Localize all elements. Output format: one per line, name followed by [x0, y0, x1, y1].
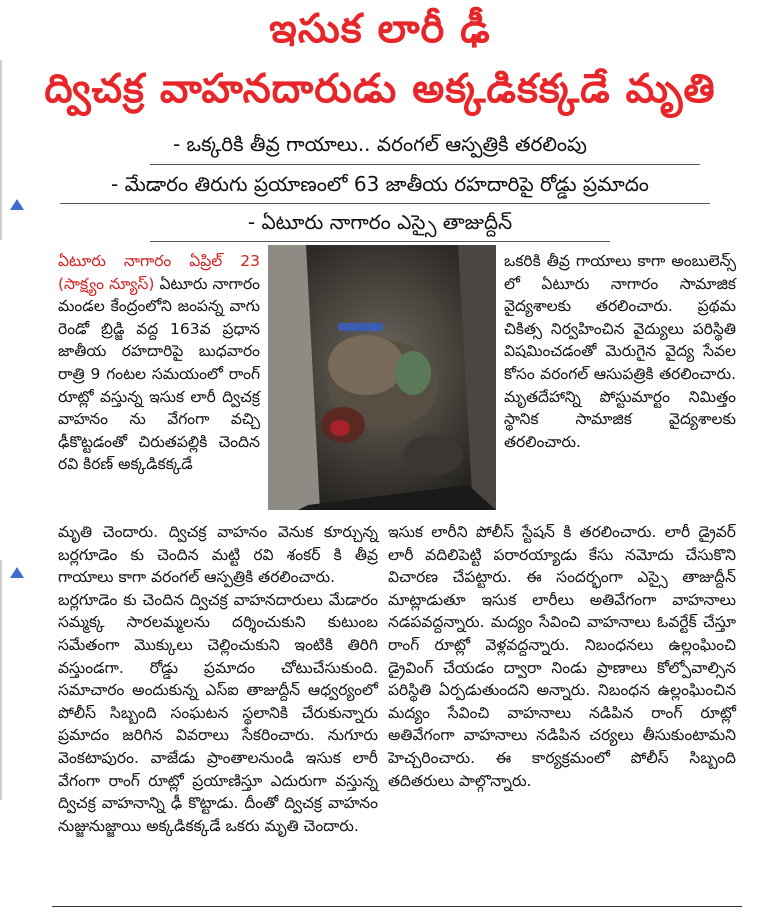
dateline: ఏటూరు నాగారం ఏప్రిల్ 23 (సాక్ష్యం న్యూస్) — [58, 252, 260, 293]
subheadline-2: - మేడారం తిరుగు ప్రయాణంలో 63 జాతీయ రహదారిపై రోడ్డు ప్రమాదం — [111, 172, 649, 196]
accident-scene-photo — [268, 245, 496, 510]
bottom-divider — [52, 906, 742, 907]
divider — [150, 241, 610, 242]
divider — [150, 164, 700, 165]
headline-line-2: ద్విచక్ర వాహనదారుడు అక్కడికక్కడే మృతి — [44, 66, 716, 112]
left-margin-bar — [0, 560, 2, 800]
margin-arrow-icon — [10, 567, 24, 578]
article-column-4 — [388, 521, 736, 792]
article-column-3 — [58, 521, 378, 837]
subheadline-1: - ఒక్కరికి తీవ్ర గాయాలు.. వరంగల్ ఆస్పత్రికి తరలింపు — [172, 132, 588, 156]
article-text: ఇసుక లారీని పోలీస్ స్టేషన్ కి తరలించారు. లారీ డ్రైవర్ లారీ వదిలిపెట్టి పరారయ్యాడు కేసు నమోదు చేసుకొని విచారణ చేపట్టారు. ఈ సందర్భంగా ఎస్సై తాజుద్దీన్ మాట్లాడుతూ ఇసుక లారీలు అతివేగంగా వాహనాలు నడపవద్దన్నారు. మద్యం సేవించి వాహనాలు ఓవర్టేక్ చేస్తూ రాంగ్ రూట్లో వెళ్లవద్దన్నారు. నిబంధనలు ఉల్లంఘించి డ్రైవింగ్ చేయడం ద్వారా నిండు ప్రాణాలు కోల్పోవాల్సిన పరిస్థితి ఏర్పడుతుందని అన్నారు. నిబంధన ఉల్లంఘించిన మద్యం సేవించి వాహనాలు నడిపిన రాంగ్ రూట్లో అతివేగంగా వాహనాలు నడిపిన చర్యలు తీసుకుంటామని హెచ్చరించారు. ఈ కార్యక్రమంలో పోలీస్ సిబ్బంది తదితరులు పాల్గొన్నారు. — [388, 523, 736, 790]
headline-line-1: ఇసుక లారీ ఢీ — [269, 6, 491, 52]
photo-icon — [268, 245, 496, 510]
divider — [60, 203, 710, 204]
article-paragraph: మృతి చెందారు. ద్విచక్ర వాహనం వెనుక కూర్చున్న బర్లగూడెం కు చెందిన మట్టి రవి శంకర్ కి తీవ్ర గాయాలు కాగా వరంగల్ ఆస్పత్రికి తరలించారు. — [58, 523, 378, 587]
article-paragraph: బర్లగూడెం కు చెందిన ద్విచక్ర వాహనదారులు మేడారం సమ్మక్క సారలమ్మలను దర్శించుకుని కుటుంబ సమేతంగా మొక్కులు చెల్లించుకుని ఇంటికి తిరిగి వస్తుండగా. రోడ్డు ప్రమాదం చోటుచేసుకుంది. సమాచారం అందుకున్న ఎస్ఐ తాజుద్దీన్ ఆధ్వర్యంలో పోలీస్ సిబ్బంది సంఘటన స్థలానికి చేరుకున్నారు ప్రమాదం జరిగిన వివరాలు సేకరించారు. నుగూరు వెంకటాపురం. వాజేడు ప్రాంతాలనుండి ఇసుక లారీ వేగంగా రాంగ్ రూట్లో ప్రయాణిస్తూ ఎదురుగా వస్తున్న ద్విచక్ర వాహనాన్ని ఢీ కొట్టాడు. దీంతో ద్విచక్ర వాహనం నుజ్జునుజ్జాయి అక్కడికక్కడే ఒకరు మృతి చెందారు. — [58, 590, 378, 835]
article-column-1 — [58, 250, 260, 476]
article-column-2 — [504, 250, 736, 453]
article-text: ఏటూరు నాగారం మండల కేంద్రంలోని జంపన్న వాగు రెండో బ్రిడ్జి వద్ద 163వ ప్రధాన జాతీయ రహదారిపై బుధవారం రాత్రి 9 గంటల సమయంలో రాంగ్ రూట్లో వస్తున్న ఇసుక లారీ ద్విచక్ర వాహనం ను వేగంగా వచ్చి ఢీకొట్టడంతో చిరుతపల్లికి చెందిన రవి కిరణ్ అక్కడికక్కడే — [58, 274, 260, 474]
subheadline-3: - ఏటూరు నాగారం ఎస్సై తాజుద్దీన్ — [247, 210, 513, 234]
article-text: ఒకరికి తీవ్ర గాయాలు కాగా అంబులెన్స్ లో ఏటూరు నాగారం సామాజిక వైద్యశాలకు తరలించారు. ప్రథమ చికిత్స నిర్వహించిన వైద్యులు పరిస్థితి విషమించడంతో మెరుగైన వైద్య సేవల కోసం వరంగల్ ఆసుపత్రికి తరలించారు. మృతదేహాన్ని పోస్టుమార్టం నిమిత్తం స్థానిక సామాజిక వైద్యశాలకు తరలించారు. — [504, 252, 736, 451]
